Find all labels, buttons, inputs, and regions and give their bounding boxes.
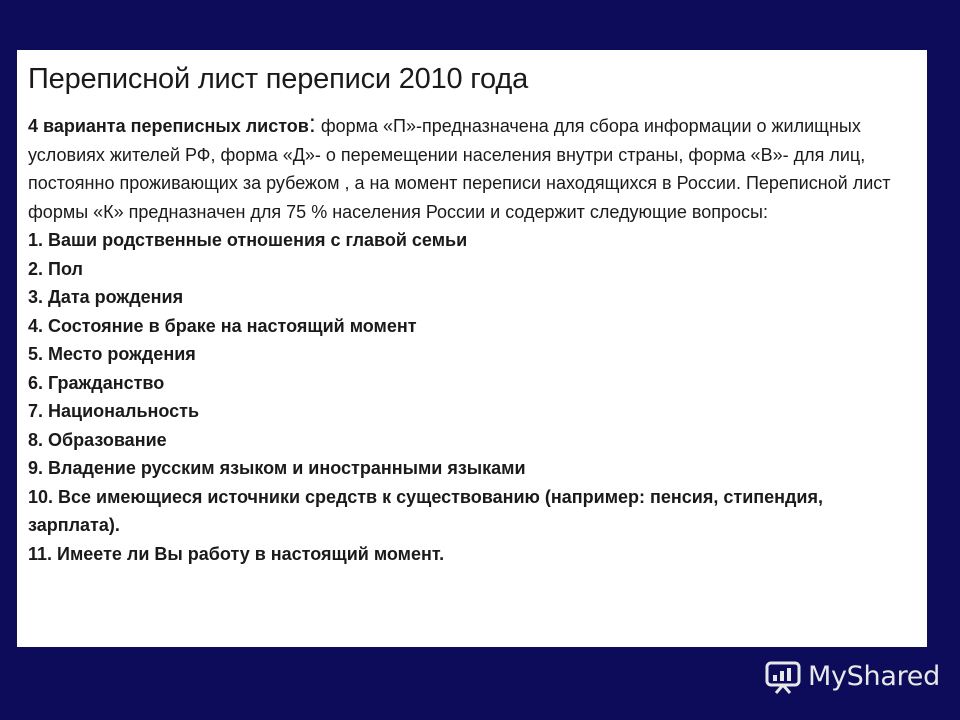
intro-colon: : — [308, 110, 316, 138]
slide-title: Переписной лист переписи 2010 года — [28, 63, 528, 95]
intro-lead: 4 варианта переписных листов — [28, 116, 309, 136]
question-item: 2. Пол — [28, 258, 83, 279]
watermark-logo — [764, 657, 940, 695]
presentation-board-icon — [764, 657, 802, 695]
slide-content-panel — [17, 50, 927, 647]
question-item: 8. Образование — [28, 429, 167, 450]
intro-text: форма «П»-предназначена для сбора информации о жилищных условиях жителей РФ, форма «Д»- о перемещении населения внутри страны, форма «В»- для лиц, постоянно проживающих за рубежом , а на момент переписи находящихся в России. Переписной лист формы «К» предназначен для 75 % населения России и содержит следующие вопросы: — [28, 116, 891, 222]
question-item: 7. Национальность — [28, 401, 200, 421]
question-item: 5. Место рождения — [28, 344, 196, 364]
question-item: 11. Имеете ли Вы работу в настоящий момент. — [28, 543, 445, 564]
watermark-text: MyShared — [808, 660, 940, 692]
question-item: 1. Ваши родственные отношения с главой семьи — [28, 230, 468, 250]
question-item: 6. Гражданство — [28, 372, 165, 393]
intro-paragraph — [28, 112, 917, 226]
question-item: 10. Все имеющиеся источники средств к существованию (например: пенсия, стипендия, зарплата). — [28, 486, 824, 535]
questions-list — [28, 226, 917, 568]
question-item: 3. Дата рождения — [28, 287, 184, 307]
question-item: 4. Состояние в браке на настоящий момент — [28, 315, 417, 336]
question-item: 9. Владение русским языком и иностранными языками — [28, 458, 526, 478]
